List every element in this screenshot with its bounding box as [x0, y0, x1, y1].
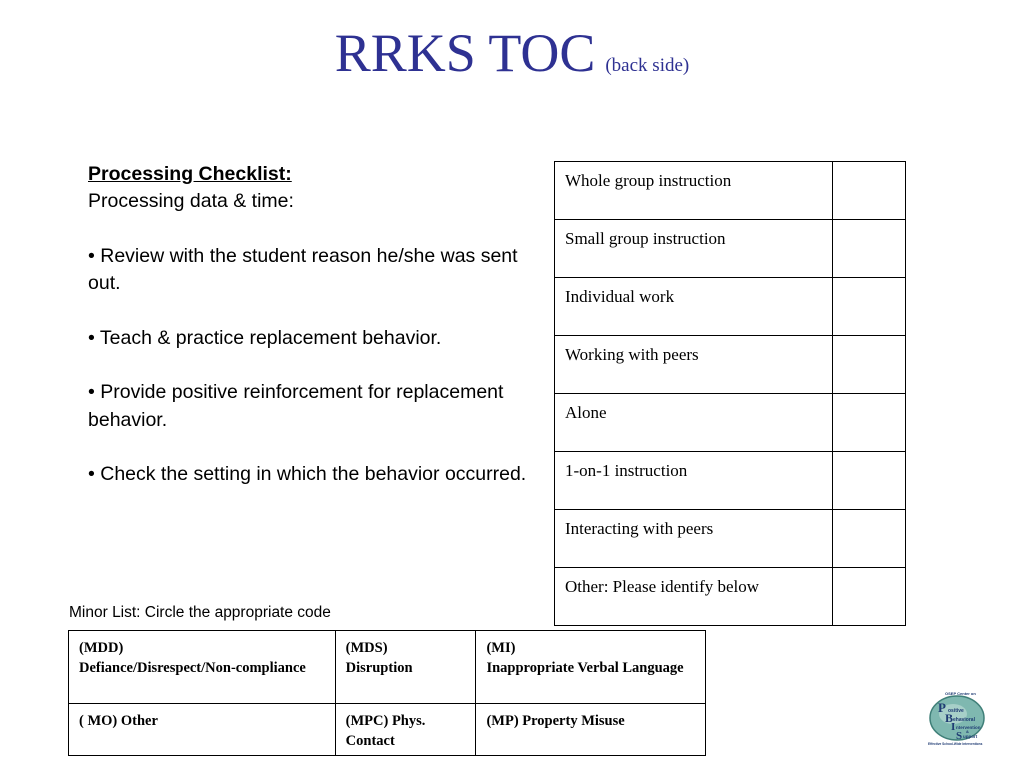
setting-checkbox-cell[interactable]	[833, 162, 906, 220]
logo-top-text: OSEP Center on	[945, 691, 976, 696]
minor-list-table	[68, 630, 706, 756]
setting-checkbox-cell[interactable]	[833, 220, 906, 278]
minor-description: Inappropriate Verbal Language	[486, 660, 684, 676]
logo-word: ntervention	[956, 725, 981, 730]
title-main: RRKS TOC	[334, 23, 596, 83]
slide-title	[0, 22, 1024, 84]
minor-code: (MDD)	[79, 640, 124, 656]
minor-description: (MP) Property Misuse	[486, 713, 625, 729]
setting-row	[555, 336, 906, 394]
checklist-subheading: Processing data & time:	[88, 190, 294, 213]
checklist-item: • Check the setting in which the behavior occurred.	[88, 463, 527, 486]
setting-checkbox-cell[interactable]	[833, 336, 906, 394]
logo-word: &	[966, 729, 969, 734]
setting-label: 1-on-1 instruction	[555, 452, 833, 510]
checklist-item: • Teach & practice replacement behavior.	[88, 326, 442, 349]
logo-letter-p: P	[938, 700, 946, 715]
setting-row	[555, 510, 906, 568]
logo-letter-i: I	[951, 721, 956, 733]
setting-row	[555, 162, 906, 220]
minor-description: Defiance/Disrespect/Non-compliance	[79, 660, 306, 676]
minor-list-caption: Minor List: Circle the appropriate code	[69, 604, 331, 621]
logo-bottom-text: Effective School-Wide Interventions	[928, 742, 983, 746]
minor-description: Disruption	[345, 660, 413, 676]
setting-table	[554, 161, 906, 626]
setting-label: Whole group instruction	[555, 162, 833, 220]
setting-label: Small group instruction	[555, 220, 833, 278]
setting-label: Individual work	[555, 278, 833, 336]
minor-code: (MI)	[486, 640, 516, 656]
minor-description: (MPC) Phys. Contact	[345, 713, 426, 749]
setting-checkbox-cell[interactable]	[833, 510, 906, 568]
logo-word: upport	[963, 734, 978, 739]
setting-checkbox-cell[interactable]	[833, 278, 906, 336]
checklist-item: • Provide positive reinforcement for replacement behavior.	[88, 381, 504, 431]
checklist-item: • Review with the student reason he/she was sent out.	[88, 244, 518, 295]
logo-word: ehavioral	[953, 717, 975, 723]
setting-label: Interacting with peers	[555, 510, 833, 568]
logo-letter-s: S	[956, 730, 963, 742]
minor-code-cell[interactable]	[69, 704, 336, 756]
setting-checkbox-cell[interactable]	[833, 568, 906, 626]
setting-row	[555, 452, 906, 510]
setting-checkbox-cell[interactable]	[833, 452, 906, 510]
logo-word: ositive	[948, 708, 964, 714]
minor-code-cell[interactable]	[476, 704, 706, 756]
minor-row	[69, 704, 706, 756]
pbis-logo-icon	[926, 690, 1002, 746]
setting-label: Other: Please identify below	[555, 568, 833, 626]
minor-row	[69, 631, 706, 704]
minor-code-cell[interactable]	[476, 631, 706, 704]
setting-label: Working with peers	[555, 336, 833, 394]
checklist-heading: Processing Checklist:	[88, 163, 292, 185]
minor-code-cell[interactable]	[335, 631, 476, 704]
minor-code: (MDS)	[345, 640, 388, 656]
minor-description: ( MO) Other	[79, 713, 158, 729]
setting-row	[555, 220, 906, 278]
processing-checklist	[88, 161, 528, 489]
setting-label: Alone	[555, 394, 833, 452]
logo-letter-b: B	[945, 711, 954, 725]
minor-code-cell[interactable]	[69, 631, 336, 704]
title-subtitle: (back side)	[605, 55, 690, 76]
minor-code-cell[interactable]	[335, 704, 476, 756]
setting-row	[555, 568, 906, 626]
setting-checkbox-cell[interactable]	[833, 394, 906, 452]
setting-row	[555, 278, 906, 336]
setting-row	[555, 394, 906, 452]
